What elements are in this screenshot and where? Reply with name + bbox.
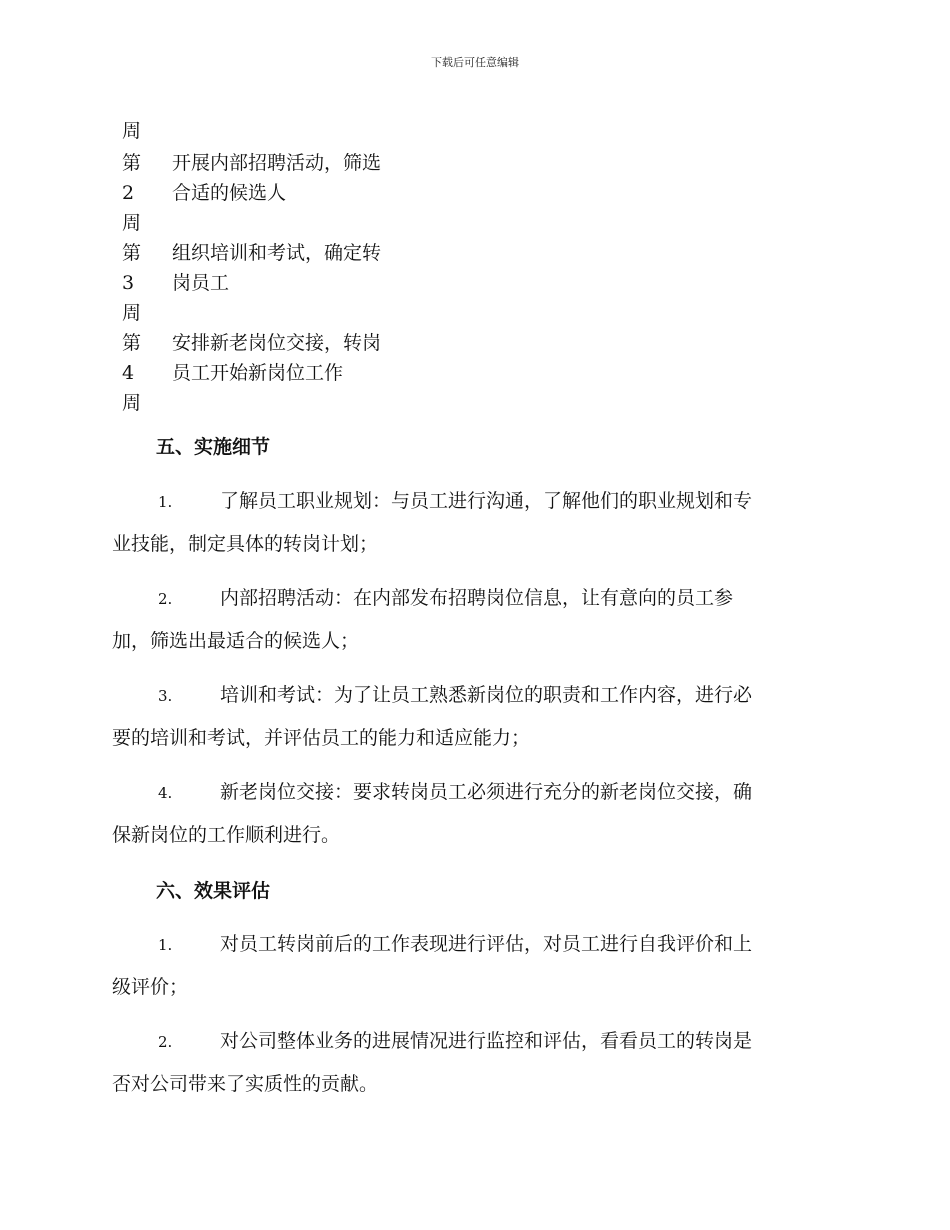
list-item bbox=[112, 1020, 834, 1105]
item-text: 内部招聘活动：在内部发布招聘岗位信息，让有意向的员工参 bbox=[220, 587, 734, 609]
week-number: 2 bbox=[122, 182, 135, 204]
week-char: 第 bbox=[122, 242, 142, 264]
week-char: 周 bbox=[122, 212, 142, 234]
section-title-implementation: 五、实施细节 bbox=[156, 436, 271, 458]
item-text: 对员工转岗前后的工作表现进行评估，对员工进行自我评价和上 bbox=[220, 933, 753, 955]
schedule-table bbox=[122, 148, 412, 418]
week-label bbox=[122, 328, 172, 418]
week-label bbox=[122, 238, 172, 328]
week-label bbox=[122, 148, 172, 238]
item-text: 业技能，制定具体的转岗计划； bbox=[112, 533, 379, 555]
item-text: 要的培训和考试，并评估员工的能力和适应能力； bbox=[112, 727, 531, 749]
item-text: 了解员工职业规划：与员工进行沟通，了解他们的职业规划和专 bbox=[220, 490, 753, 512]
item-text: 培训和考试：为了让员工熟悉新岗位的职责和工作内容，进行必 bbox=[220, 684, 753, 706]
item-text: 加，筛选出最适合的候选人； bbox=[112, 630, 360, 652]
item-number: 2. bbox=[158, 1033, 173, 1051]
page-header-note: 下载后可任意编辑 bbox=[431, 56, 519, 69]
week-char: 周 bbox=[122, 392, 142, 414]
list-item bbox=[112, 577, 834, 662]
week-number: 3 bbox=[122, 272, 135, 294]
item-number: 1. bbox=[158, 493, 173, 511]
item-number: 3. bbox=[158, 687, 173, 705]
week-number: 4 bbox=[122, 362, 135, 384]
schedule-leading-char: 周 bbox=[122, 120, 142, 142]
description-line: 员工开始新岗位工作 bbox=[172, 362, 344, 384]
description-line: 安排新老岗位交接，转岗 bbox=[172, 332, 382, 354]
week-char: 周 bbox=[122, 302, 142, 324]
item-text: 新老岗位交接：要求转岗员工必须进行充分的新老岗位交接，确 bbox=[220, 781, 753, 803]
schedule-row-week-2 bbox=[122, 148, 412, 238]
week-description bbox=[172, 238, 412, 328]
list-item bbox=[112, 674, 834, 759]
item-text: 保新岗位的工作顺利进行。 bbox=[112, 824, 341, 846]
item-number: 2. bbox=[158, 590, 173, 608]
schedule-row-week-4 bbox=[122, 328, 412, 418]
description-line: 开展内部招聘活动，筛选 bbox=[172, 152, 382, 174]
description-line: 合适的候选人 bbox=[172, 182, 287, 204]
week-char: 第 bbox=[122, 332, 142, 354]
description-line: 组织培训和考试，确定转 bbox=[172, 242, 382, 264]
item-text: 否对公司带来了实质性的贡献。 bbox=[112, 1073, 379, 1095]
schedule-row-week-3 bbox=[122, 238, 412, 328]
week-description bbox=[172, 328, 412, 418]
item-number: 4. bbox=[158, 784, 173, 802]
week-description bbox=[172, 148, 412, 238]
section-title-evaluation: 六、效果评估 bbox=[156, 880, 271, 902]
list-item bbox=[112, 771, 834, 856]
item-number: 1. bbox=[158, 936, 173, 954]
description-line: 岗员工 bbox=[172, 272, 230, 294]
week-char: 第 bbox=[122, 152, 142, 174]
list-item bbox=[112, 480, 834, 565]
list-item bbox=[112, 923, 834, 1008]
item-text: 级评价； bbox=[112, 976, 189, 998]
item-text: 对公司整体业务的进展情况进行监控和评估，看看员工的转岗是 bbox=[220, 1030, 753, 1052]
